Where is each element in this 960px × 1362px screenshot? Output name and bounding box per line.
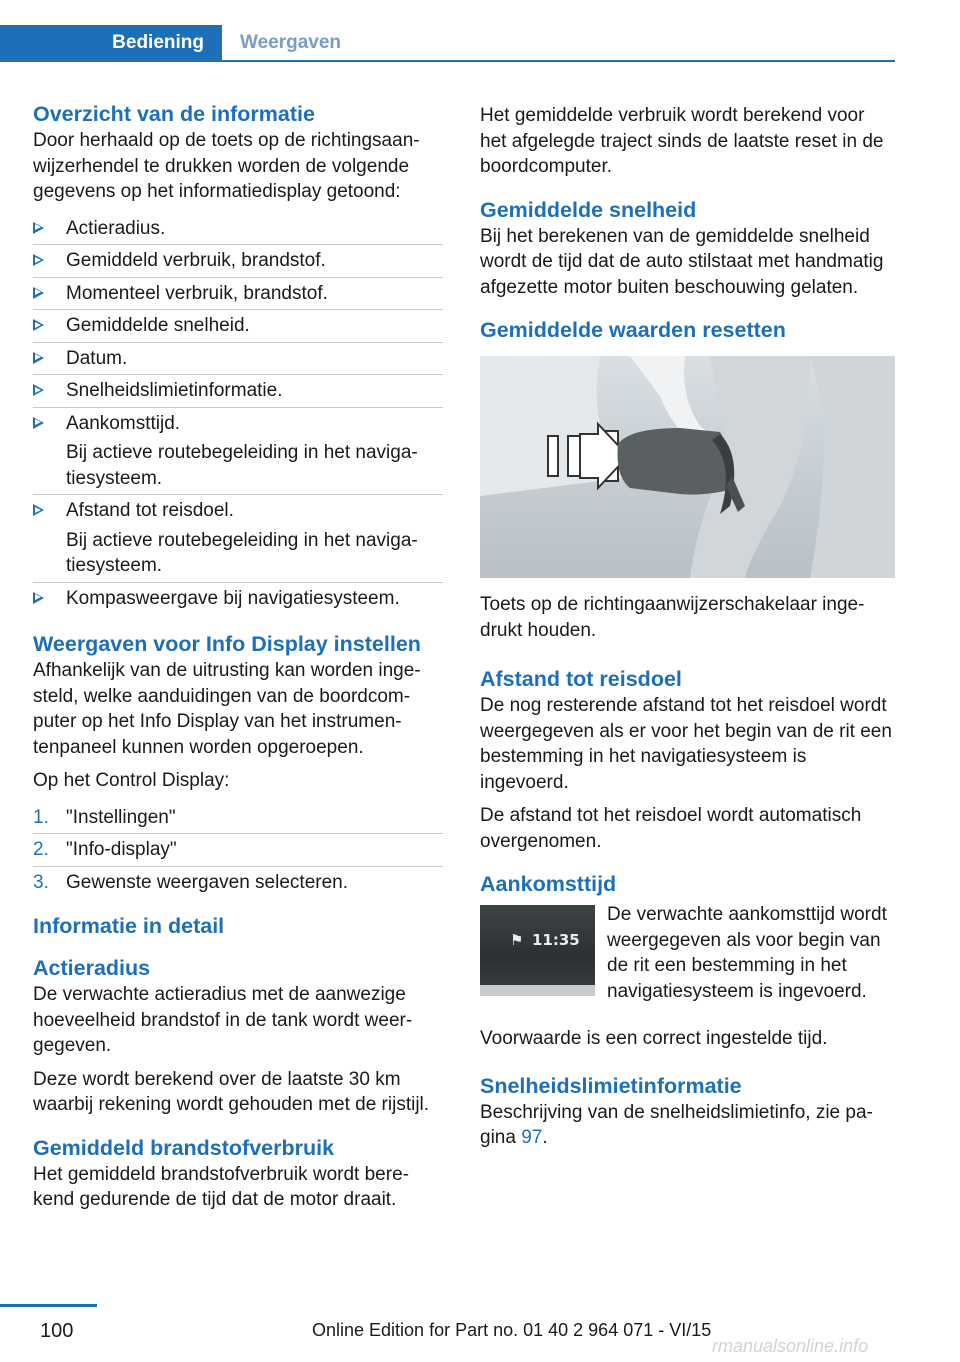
fuel-heading: Gemiddeld brandstofverbruik <box>33 1135 335 1160</box>
overview-heading: Overzicht van de informatie <box>33 102 315 126</box>
overview-intro: Door herhaald op de toets op de richtingsaanwijzerhendel te drukken worden de volgende gegevens op het informatiedisplay getoond: <box>33 130 420 202</box>
left-column <box>33 100 443 1221</box>
fuel-text: Het gemiddeld brandstofverbruik wordt berekend gedurende de tijd dat de motor draait. <box>33 1163 409 1210</box>
arrival-heading: Aankomsttijd <box>480 872 617 896</box>
edition-text: Online Edition for Part no. 01 40 2 964 071 - VI/15 <box>312 1320 712 1340</box>
triangle-bullet-icon <box>33 384 44 396</box>
fuel-continued: Het gemiddelde verbruik wordt berekend voor het afgelegde traject sinds de laatste reset in de boordcomputer. <box>480 105 884 177</box>
arrival-display-image <box>480 905 595 996</box>
triangle-bullet-icon <box>33 222 44 234</box>
control-display-text: Op het Control Display: <box>33 770 230 791</box>
info-list-item <box>33 583 443 615</box>
right-column <box>480 103 895 1159</box>
flag-icon: ⚑ <box>510 932 524 949</box>
info-list-item <box>33 278 443 311</box>
triangle-bullet-icon <box>33 417 44 429</box>
step-label: "Instellingen" <box>66 806 176 828</box>
distance-text-2: De afstand tot het reisdoel wordt automatisch overgenomen. <box>480 805 862 852</box>
triangle-bullet-icon <box>33 592 44 604</box>
info-list-item <box>33 343 443 376</box>
info-list-item <box>33 495 443 583</box>
arrival-clock: 11:35 <box>532 931 580 949</box>
triangle-bullet-icon <box>33 287 44 299</box>
limit-page-link[interactable]: 97 <box>521 1127 543 1148</box>
info-list-label: Actieradius. <box>66 217 166 239</box>
header-divider <box>0 60 895 62</box>
watermark: rmanualsonline.info <box>712 1336 869 1356</box>
info-list-item <box>33 245 443 278</box>
reset-heading: Gemiddelde waarden resetten <box>480 318 786 342</box>
info-list-label: Kompasweergave bij navigatiesysteem. <box>66 587 400 609</box>
triangle-bullet-icon <box>33 319 44 331</box>
limit-text-body: Beschrijving van de snelheidslimietinfo, zie pagina <box>480 1101 873 1148</box>
distance-heading: Afstand tot reisdoel <box>480 667 682 691</box>
info-list-label: Datum. <box>66 347 128 369</box>
step-item <box>33 834 443 867</box>
limit-heading: Snelheidslimietinformatie <box>480 1073 742 1098</box>
arrival-text-block <box>607 902 895 1012</box>
info-list-label: Afstand tot reisdoel. <box>66 500 234 521</box>
range-text-1: De verwachte actieradius met de aanwezige hoeveelheid brandstof in de tank wordt weergegeven. <box>33 984 413 1056</box>
info-list-label: Gemiddeld verbruik, brandstof. <box>66 250 326 271</box>
speed-text: Bij het berekenen van de gemiddelde snelheid wordt de tijd dat de auto stilstaat met handmatig afgezette motor buiten beschouwing gelaten. <box>480 225 884 298</box>
step-item <box>33 802 443 835</box>
info-list-label: Snelheidslimietinformatie. <box>66 380 283 401</box>
range-text-2: Deze wordt berekend over de laatste 30 km waarbij rekening wordt gehouden met de rijstijl. <box>33 1068 430 1115</box>
arrival-block <box>480 902 895 1022</box>
arrival-text: De verwachte aankomsttijd wordt weergegeven als voor begin van de rit een bestemming in het navigatiesysteem is ingevoerd. <box>607 904 887 1002</box>
tab-weergaven[interactable]: Weergaven <box>240 32 342 53</box>
footer-line <box>0 1304 97 1307</box>
speed-heading: Gemiddelde snelheid <box>480 197 697 222</box>
step-label: Gewenste weergaven selecteren. <box>66 871 348 893</box>
limit-text-end: . <box>542 1127 548 1148</box>
triangle-bullet-icon <box>33 504 44 516</box>
limit-text <box>480 1100 895 1151</box>
info-list-label: Aankomsttijd. <box>66 412 181 434</box>
step-item <box>33 867 443 899</box>
tab-bediening[interactable]: Bediening <box>0 25 222 61</box>
lever-illustration <box>480 356 895 578</box>
info-list-item <box>33 310 443 343</box>
info-list-label: Momenteel verbruik, brandstof. <box>66 282 328 304</box>
steps-list <box>33 802 443 899</box>
range-heading: Actieradius <box>33 956 151 980</box>
info-list-sub: Bij actieve routebegeleiding in het navigatiesysteem. <box>66 442 418 489</box>
detail-heading: Informatie in detail <box>33 914 225 938</box>
turn-signal-lever-image <box>480 356 895 578</box>
info-list-label: Gemiddelde snelheid. <box>66 315 250 336</box>
step-number: 1. <box>33 806 49 828</box>
info-list-item <box>33 375 443 408</box>
step-number: 2. <box>33 839 49 860</box>
reset-caption: Toets op de richtingaanwijzerschakelaar ingedrukt houden. <box>480 594 865 641</box>
distance-text-1: De nog resterende afstand tot het reisdoel wordt weergegeven als er voor het begin van de rit een bestemming in het navigatiesysteem is ingevoerd. <box>480 695 892 793</box>
triangle-bullet-icon <box>33 352 44 364</box>
info-list <box>33 213 443 615</box>
page-number: 100 <box>40 1320 74 1342</box>
arrival-note: Voorwaarde is een correct ingestelde tijd. <box>480 1028 828 1049</box>
header-tabs <box>0 25 895 61</box>
info-list-item <box>33 408 443 496</box>
display-strip <box>480 985 595 996</box>
triangle-bullet-icon <box>33 254 44 266</box>
info-list-item <box>33 213 443 246</box>
step-number: 3. <box>33 871 49 893</box>
info-list-sub: Bij actieve routebegeleiding in het navigatiesysteem. <box>66 529 418 576</box>
views-text: Afhankelijk van de uitrusting kan worden ingesteld, welke aanduidingen van de boordcomputer op het Info Display van het instrumentenpaneel kunnen worden opgeroepen. <box>33 660 421 758</box>
views-heading: Weergaven voor Info Display instellen <box>33 632 421 656</box>
step-label: "Info-display" <box>66 839 177 860</box>
